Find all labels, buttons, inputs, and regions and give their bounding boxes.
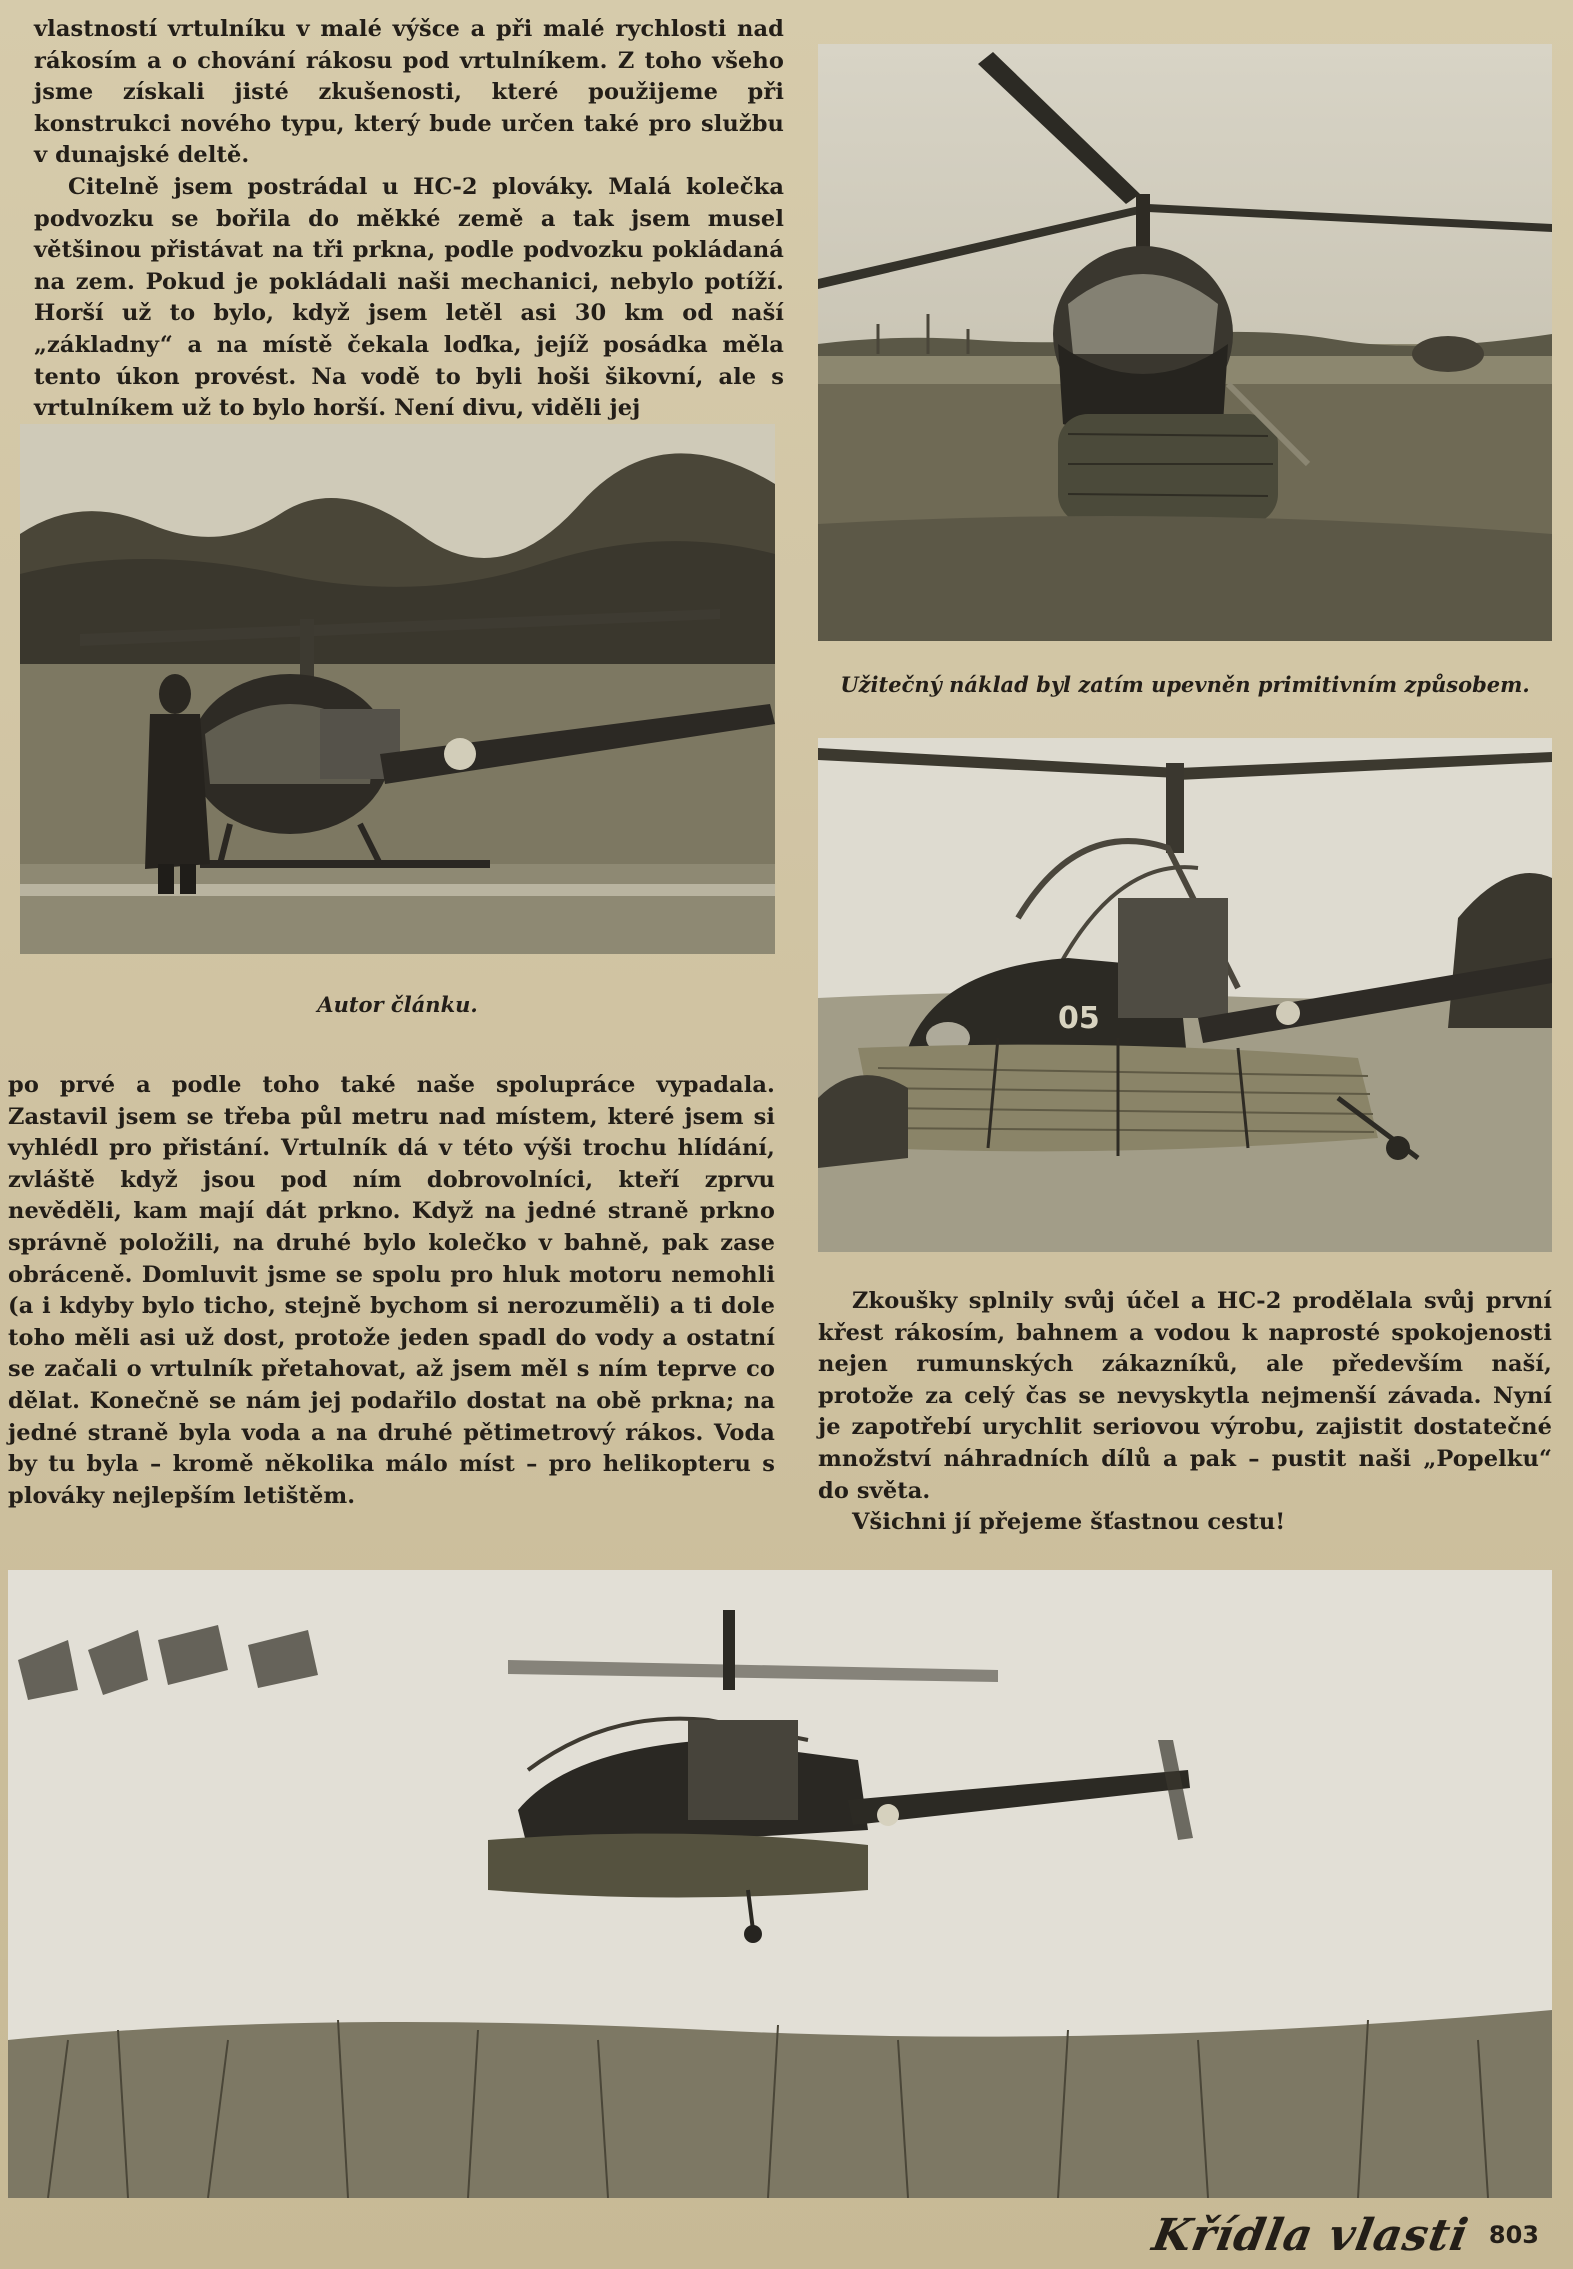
magazine-title: Křídla vlasti bbox=[1148, 2210, 1473, 2261]
paragraph: vlastností vrtulníku v malé výšce a při malé rychlosti nad rákosím a o chování rákosu pod vrtulníkem. Z toho všeho jsme získali jisté zkušenosti, které použijeme při konstrukci nového typu, který bude určen také pro službu v dunajské deltě. bbox=[34, 16, 784, 169]
paragraph: Citelně jsem postrádal u HC-2 plováky. Malá kolečka podvozku se bořila do měkké země a tak jsem musel většinou přistávat na tři prkna, podle podvozku pokládaná na zem. Pokud je pokládali naši mechanici, nebylo potíží. Horší už to bylo, když jsem letěl asi 30 km od naší „základny“ a na místě čekala loďka, jejíž posádka měla tento úkon provést. Na vodě to byli hoši šikovní, ale s vrtulníkem už to bylo horší. Není divu, viděli jej bbox=[34, 173, 784, 422]
helicopter-marking: 05 bbox=[1058, 1001, 1100, 1036]
photo-author bbox=[20, 424, 775, 954]
photo-helicopter-on-reeds bbox=[818, 44, 1552, 641]
photo-caption: Autor článku. bbox=[317, 992, 478, 1017]
text-column-right-bottom bbox=[818, 1286, 1552, 1539]
photo-helicopter-hovering bbox=[8, 1570, 1552, 2198]
page-number: 803 bbox=[1488, 2221, 1539, 2249]
text-column-left-bottom bbox=[8, 1070, 775, 1512]
photo-caption: Užitečný náklad byl zatím upevněn primitivním způsobem. bbox=[840, 672, 1530, 697]
text-column-left-top bbox=[34, 14, 784, 425]
photo-helicopter-with-reed-bundle bbox=[818, 738, 1552, 1252]
paragraph: po prvé a podle toho také naše spolupráce vypadala. Zastavil jsem se třeba půl metru nad místem, které jsem si vyhlédl pro přistání. Vrtulník dá v této výši trochu hlídání, zvláště když jsou pod ním dobrovolníci, kteří zprvu nevěděli, kam mají dát prkno. Když na jedné straně prkno správně položili, na druhé bylo kolečko v bahně, pak zase obráceně. Domluvit jsme se spolu pro hluk motoru nemohli (a i kdyby bylo ticho, stejně bychom si nerozuměli) a ti dole toho měli asi už dost, protože jeden spadl do vody a ostatní se začali o vrtulník přetahovat, až jsem měl s ním teprve co dělat. Konečně se nám jej podařilo dostat na obě prkna; na jedné straně byla voda a na druhé pětimetrový rákos. Voda by tu byla – kromě několika málo míst – pro helikopteru s plováky nejlepším letištěm. bbox=[8, 1072, 775, 1509]
paragraph: Všichni jí přejeme šťastnou cestu! bbox=[852, 1509, 1286, 1536]
paragraph: Zkoušky splnily svůj účel a HC-2 prodělala svůj první křest rákosím, bahnem a vodou k naprosté spokojenosti nejen rumunských zákazníků, ale především naší, protože za celý čas se nevyskytla nejmenší závada. Nyní je zapotřebí urychlit seriovou výrobu, zajistit dostatečné množství náhradních dílů a pak – pustit naši „Popelku“ do světa. bbox=[818, 1288, 1552, 1504]
